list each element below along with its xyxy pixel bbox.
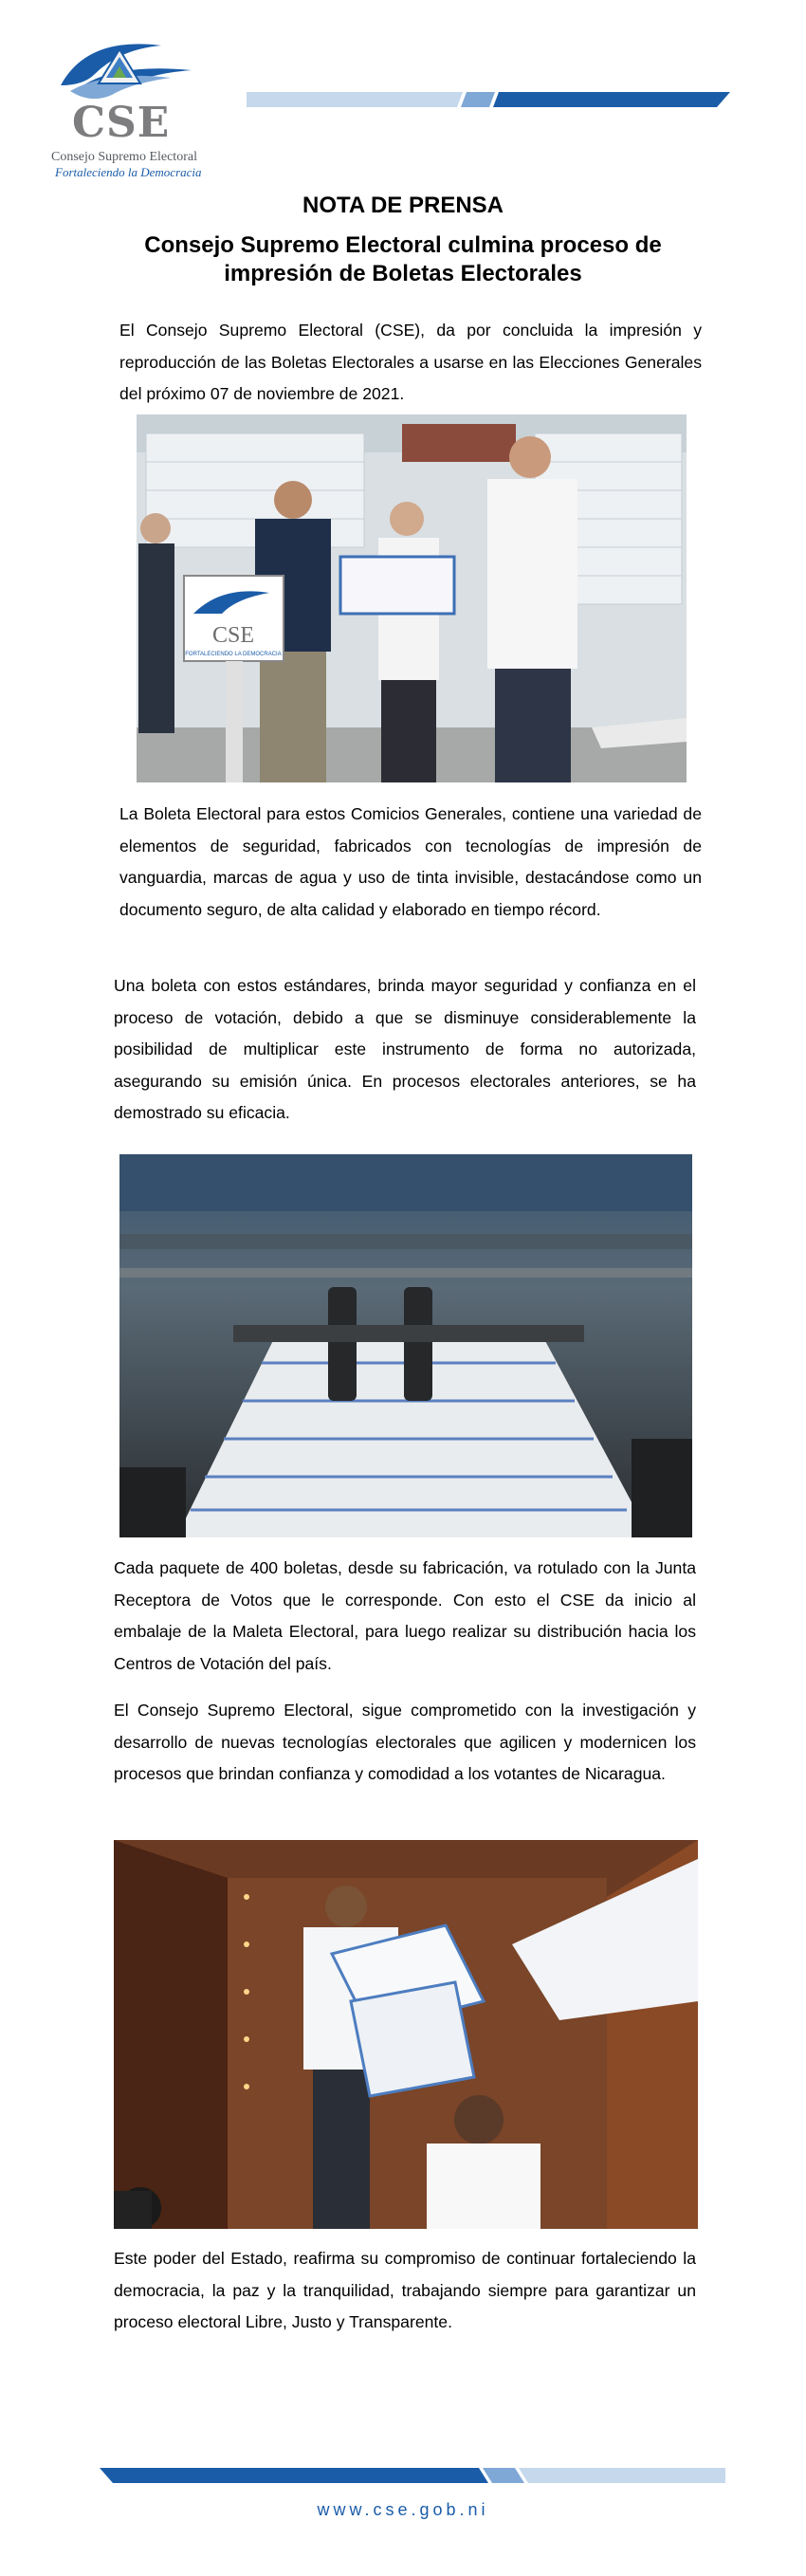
- logo-emblem: [49, 28, 215, 104]
- page-title-text: Consejo Supremo Electoral culmina proceso de impresión de Boletas Electorales: [144, 232, 662, 286]
- logo-name: Consejo Supremo Electoral: [51, 150, 197, 164]
- paragraph-intro: El Consejo Supremo Electoral (CSE), da por concluida la impresión y reproducción de las Boletas Electorales a usarse en las Elecciones Generales del próximo 07 de noviembre de 2021.: [119, 321, 702, 403]
- press-release-label: NOTA DE PRENSA: [302, 193, 504, 218]
- photo-sign-slogan: FORTALECIENDO LA DEMOCRACIA: [185, 652, 282, 657]
- paragraph-ballot-security: Una boleta con estos estándares, brinda mayor seguridad y confianza en el proceso de votación, debido a que se disminuye considerablemente la posibilidad de multiplicar este instrumento de forma no autorizada, asegurando su emisión única. En procesos electorales anteriores, se ha demostrado su eficacia.: [114, 976, 696, 1122]
- footer-website-link[interactable]: www.cse.gob.ni: [317, 2500, 489, 2519]
- logo-slogan: Fortaleciendo la Democracia: [55, 165, 202, 179]
- photo-printing-press: [119, 1154, 692, 1537]
- cse-logo[interactable]: [49, 28, 215, 180]
- photo-ballot-presentation: [137, 414, 687, 782]
- photo-loading-ballots: [114, 1840, 698, 2229]
- paragraph-ballot-features: La Boleta Electoral para estos Comicios Generales, contiene una variedad de elementos de seguridad, fabricados con tecnologías de impresión de vanguardia, marcas de agua y uso de tinta invisible, destacándose como un documento seguro, de alta calidad y elaborado en tiempo récord.: [119, 804, 702, 919]
- paragraph-ballot-packages: Cada paquete de 400 boletas, desde su fabricación, va rotulado con la Junta Receptora de Votos que le corresponde. Con esto el CSE da inicio al embalaje de la Maleta Electoral, para luego realizar su distribución hacia los Centros de Votación del país.: [114, 1558, 696, 1673]
- paragraph-commitment-technology: El Consejo Supremo Electoral, sigue comprometido con la investigación y desarrollo de nuevas tecnologías electorales que agilicen y modernicen los procesos que brindan confianza y comodidad a los votantes de Nicaragua.: [114, 1701, 696, 1783]
- page-title: [0, 231, 806, 288]
- footer-stripe: [100, 2468, 725, 2483]
- header-stripe: [247, 92, 730, 107]
- paragraph-closing: Este poder del Estado, reafirma su compromiso de continuar fortaleciendo la democracia, la paz y la tranquilidad, trabajando siempre para garantizar un proceso electoral Libre, Justo y Transparente.: [114, 2249, 696, 2331]
- photo-sign-acronym: CSE: [211, 623, 255, 648]
- logo-acronym: CSE: [72, 99, 171, 147]
